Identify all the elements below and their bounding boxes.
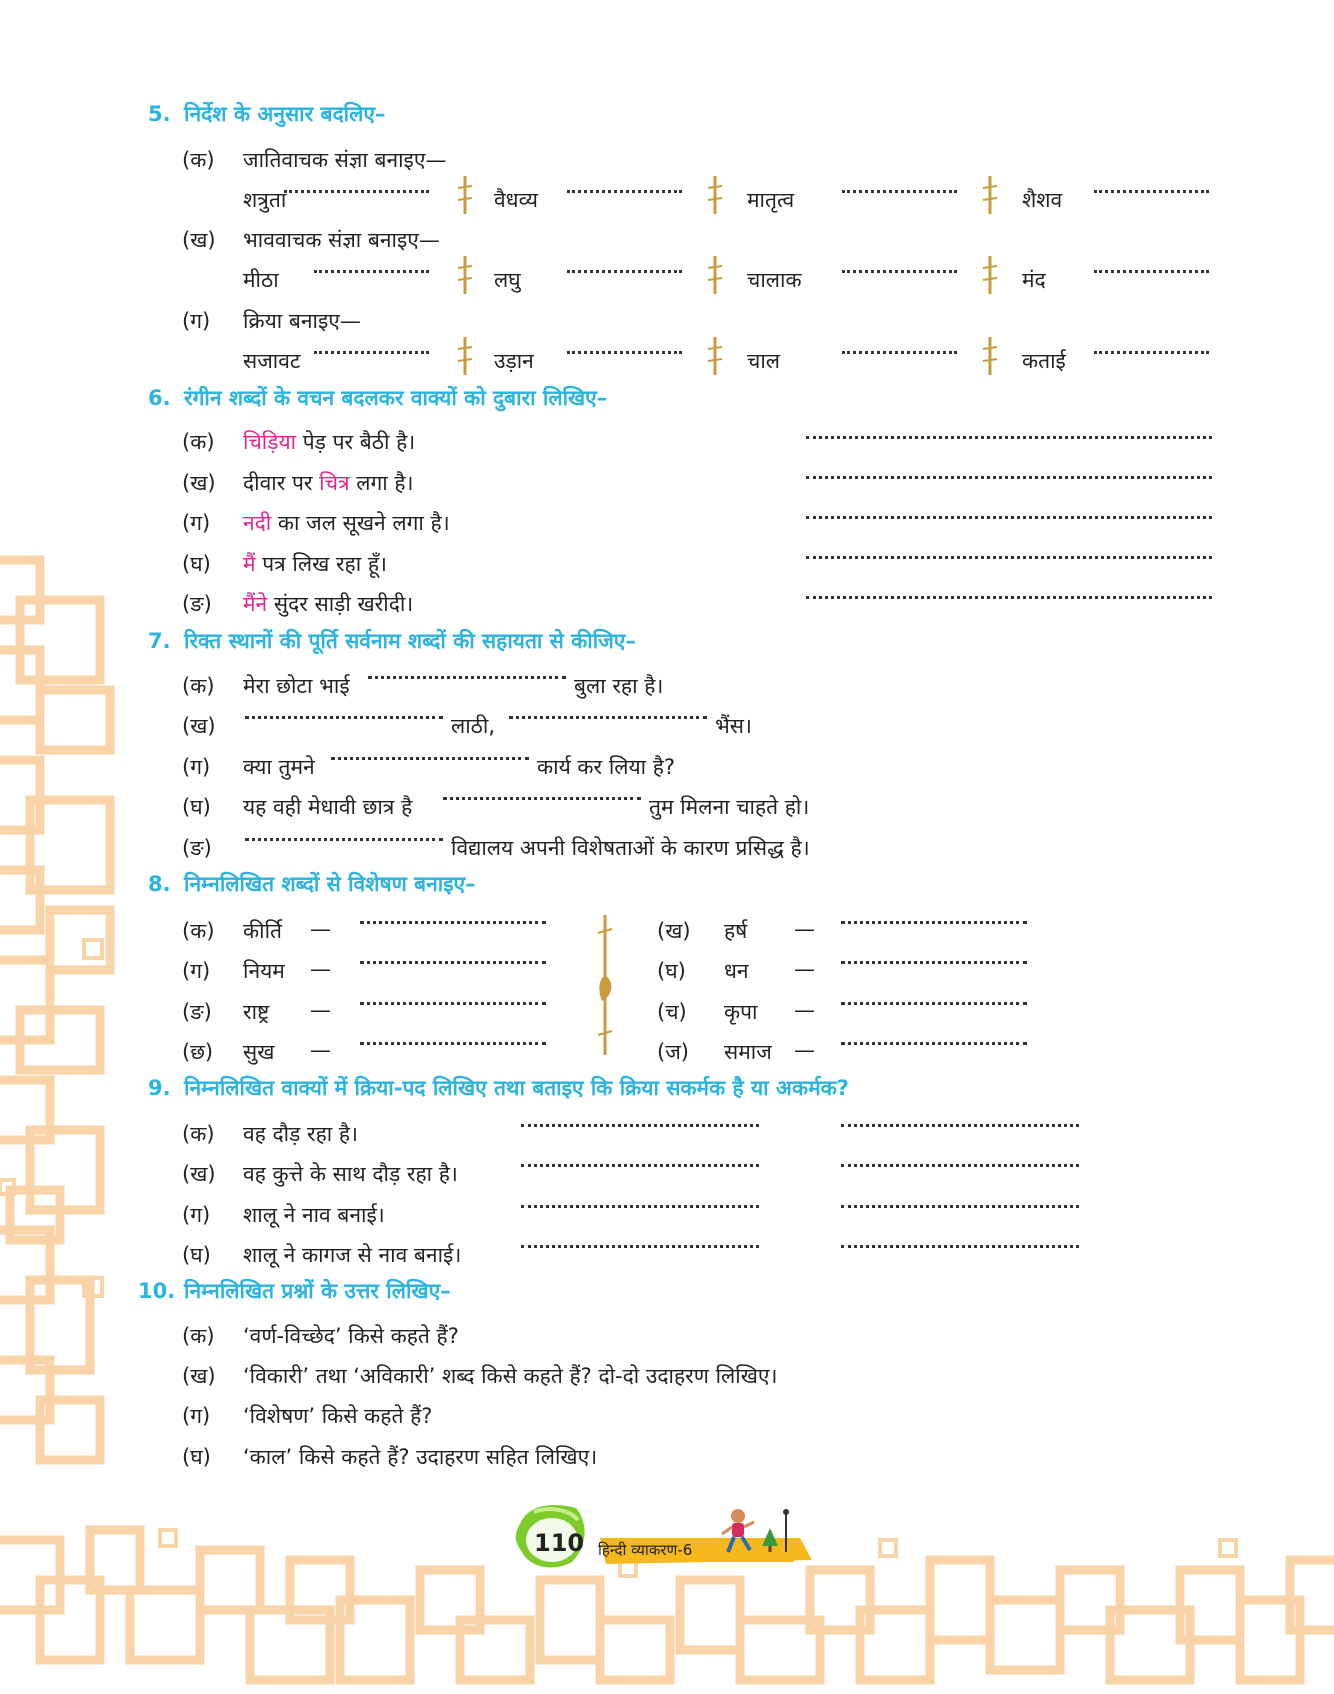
word: मीठा xyxy=(243,268,279,292)
fill-blank[interactable] xyxy=(368,676,566,679)
word: कताई xyxy=(1022,349,1066,373)
item-label: (छ) xyxy=(182,1040,214,1064)
dash: — xyxy=(794,957,815,981)
word: शैशव xyxy=(1022,188,1063,212)
answer-blank[interactable] xyxy=(1094,351,1209,354)
part-instruction: जातिवाचक संज्ञा बनाइए— xyxy=(243,148,447,172)
dash: — xyxy=(310,917,331,941)
sentence-end: विद्यालय अपनी विशेषताओं के कारण प्रसिद्ध है। xyxy=(451,836,810,860)
question-title: निर्देश के अनुसार बदलिए– xyxy=(184,102,386,126)
answer-blank[interactable] xyxy=(841,1002,1027,1005)
answer-blank[interactable] xyxy=(567,270,682,273)
answer-blank[interactable] xyxy=(314,351,429,354)
colored-word: चित्र xyxy=(319,471,350,495)
answer-line[interactable] xyxy=(806,436,1212,439)
type-answer-blank[interactable] xyxy=(841,1164,1079,1167)
sentence-start: मेरा छोटा भाई xyxy=(243,674,350,698)
question-text: ‘वर्ण-विच्छेद’ किसे कहते हैं? xyxy=(243,1324,459,1348)
answer-line[interactable] xyxy=(806,476,1212,479)
word: धन xyxy=(724,959,749,983)
answer-blank[interactable] xyxy=(360,1042,546,1045)
item-label: (घ) xyxy=(182,795,211,819)
part-instruction: भाववाचक संज्ञा बनाइए— xyxy=(243,228,440,252)
question-title: रिक्त स्थानों की पूर्ति सर्वनाम शब्दों की सहायता से कीजिए– xyxy=(184,629,636,653)
verb-answer-blank[interactable] xyxy=(521,1124,759,1127)
answer-blank[interactable] xyxy=(567,190,682,193)
answer-blank[interactable] xyxy=(841,961,1027,964)
bamboo-separator-icon xyxy=(455,337,475,375)
colored-word: चिड़िया xyxy=(243,430,297,454)
type-answer-blank[interactable] xyxy=(841,1205,1079,1208)
item-label: (ङ) xyxy=(182,592,212,616)
colored-word: मैंने xyxy=(243,592,268,616)
question-9-heading xyxy=(148,1074,849,1102)
item-label: (च) xyxy=(657,1000,687,1024)
item-label: (ङ) xyxy=(182,1000,212,1024)
bamboo-separator-icon xyxy=(705,256,725,294)
word: हर्ष xyxy=(724,919,748,943)
dash: — xyxy=(310,1038,331,1062)
question-title: निम्नलिखित प्रश्नों के उत्तर लिखिए– xyxy=(184,1279,451,1303)
sentence: मैंने सुंदर साड़ी खरीदी। xyxy=(243,592,414,616)
question-7-heading xyxy=(148,627,636,655)
answer-blank[interactable] xyxy=(841,921,1027,924)
question-number: 9. xyxy=(148,1076,171,1100)
item-label: (ग) xyxy=(182,1203,211,1227)
question-number: 6. xyxy=(148,386,171,410)
dash: — xyxy=(794,998,815,1022)
question-title: रंगीन शब्दों के वचन बदलकर वाक्यों को दुबारा लिखिए– xyxy=(184,386,608,410)
item-label: (क) xyxy=(182,1324,215,1348)
answer-blank[interactable] xyxy=(567,351,682,354)
sentence-end: भैंस। xyxy=(715,714,752,738)
question-5-heading xyxy=(148,100,385,128)
answer-blank[interactable] xyxy=(842,270,957,273)
sentence-start: यह वही मेधावी छात्र है xyxy=(243,795,413,819)
bamboo-separator-icon xyxy=(705,176,725,214)
question-number: 5. xyxy=(148,102,171,126)
item-label: (क) xyxy=(182,919,215,943)
answer-blank[interactable] xyxy=(842,351,957,354)
answer-line[interactable] xyxy=(806,596,1212,599)
item-label: (ख) xyxy=(182,714,216,738)
item-label: (घ) xyxy=(182,1445,211,1469)
sentence-end: बुला रहा है। xyxy=(574,674,664,698)
question-number: 7. xyxy=(148,629,171,653)
item-label: (ख) xyxy=(182,1364,216,1388)
answer-blank[interactable] xyxy=(360,921,546,924)
item-label: (क) xyxy=(182,1122,215,1146)
answer-blank[interactable] xyxy=(314,270,429,273)
fill-blank[interactable] xyxy=(245,838,443,841)
word: वैधव्य xyxy=(494,188,538,212)
verb-answer-blank[interactable] xyxy=(521,1164,759,1167)
item-label: (ग) xyxy=(182,1404,211,1428)
page-number: 110 xyxy=(534,1529,585,1557)
item-label: (ग) xyxy=(182,511,211,535)
answer-blank[interactable] xyxy=(360,961,546,964)
item-label: (घ) xyxy=(657,959,686,983)
verb-answer-blank[interactable] xyxy=(521,1205,759,1208)
type-answer-blank[interactable] xyxy=(841,1124,1079,1127)
word: राष्ट्र xyxy=(243,1000,270,1024)
sentence: वह कुत्ते के साथ दौड़ रहा है। xyxy=(243,1162,458,1186)
part-label: (ख) xyxy=(182,228,216,252)
fill-blank[interactable] xyxy=(245,716,443,719)
question-8-heading xyxy=(148,870,476,898)
answer-blank[interactable] xyxy=(1094,190,1209,193)
sentence: चिड़िया पेड़ पर बैठी है। xyxy=(243,430,416,454)
bamboo-separator-icon xyxy=(455,256,475,294)
word: नियम xyxy=(243,959,285,983)
item-label: (ग) xyxy=(182,959,211,983)
sentence-mid: लाठी, xyxy=(451,714,495,738)
word: सजावट xyxy=(243,349,301,373)
colored-word: मैं xyxy=(243,552,256,576)
dash: — xyxy=(310,957,331,981)
dash: — xyxy=(794,917,815,941)
part-instruction: क्रिया बनाइए— xyxy=(243,309,361,333)
bamboo-separator-icon xyxy=(705,337,725,375)
bamboo-separator-icon xyxy=(980,176,1000,214)
word: उड़ान xyxy=(494,349,534,373)
bamboo-separator-icon xyxy=(455,176,475,214)
answer-blank[interactable] xyxy=(360,1002,546,1005)
verb-answer-blank[interactable] xyxy=(521,1245,759,1248)
word: चाल xyxy=(747,349,781,373)
item-label: (ज) xyxy=(657,1040,689,1064)
type-answer-blank[interactable] xyxy=(841,1245,1079,1248)
word: शत्रुता xyxy=(243,188,287,212)
part-label: (ग) xyxy=(182,309,211,333)
word: सुख xyxy=(243,1040,275,1064)
bamboo-separator-icon xyxy=(980,337,1000,375)
question-number: 10. xyxy=(138,1279,176,1303)
answer-blank[interactable] xyxy=(841,1042,1027,1045)
word: कीर्ति xyxy=(243,919,282,943)
word: मातृत्व xyxy=(747,188,795,212)
colored-word: नदी xyxy=(243,511,272,535)
footer-banner xyxy=(560,1502,820,1572)
question-title: निम्नलिखित शब्दों से विशेषण बनाइए– xyxy=(184,872,476,896)
word: मंद xyxy=(1022,268,1046,292)
item-label: (घ) xyxy=(182,552,211,576)
answer-blank[interactable] xyxy=(842,190,957,193)
item-label: (ग) xyxy=(182,755,211,779)
item-label: (घ) xyxy=(182,1243,211,1267)
question-title: निम्नलिखित वाक्यों में क्रिया-पद लिखिए तथा बताइए कि क्रिया सकर्मक है या अकर्मक? xyxy=(184,1076,849,1100)
item-label: (ख) xyxy=(182,471,216,495)
word: चालाक xyxy=(747,268,802,292)
dash: — xyxy=(794,1038,815,1062)
word: कृपा xyxy=(724,1000,758,1024)
sentence: मैं पत्र लिख रहा हूँ। xyxy=(243,552,387,576)
sentence: नदी का जल सूखने लगा है। xyxy=(243,511,450,535)
item-label: (ख) xyxy=(182,1162,216,1186)
sentence: वह दौड़ रहा है। xyxy=(243,1122,358,1146)
sentence-end: तुम मिलना चाहते हो। xyxy=(649,795,810,819)
word: लघु xyxy=(494,268,521,292)
answer-blank[interactable] xyxy=(1094,270,1209,273)
item-label: (ख) xyxy=(657,919,691,943)
word: समाज xyxy=(724,1040,772,1064)
question-text: ‘विशेषण’ किसे कहते हैं? xyxy=(243,1404,433,1428)
fill-blank[interactable] xyxy=(443,797,641,800)
item-label: (ङ) xyxy=(182,836,212,860)
answer-blank[interactable] xyxy=(284,190,429,193)
fill-blank[interactable] xyxy=(509,716,707,719)
question-6-heading xyxy=(148,384,607,412)
dash: — xyxy=(310,998,331,1022)
sentence: शालू ने नाव बनाई। xyxy=(243,1203,385,1227)
answer-line[interactable] xyxy=(806,516,1212,519)
leaf-divider-icon xyxy=(590,915,620,1055)
sentence: दीवार पर चित्र लगा है। xyxy=(243,471,414,495)
item-label: (क) xyxy=(182,674,215,698)
sentence-end: कार्य कर लिया है? xyxy=(537,755,676,779)
question-text: ‘विकारी’ तथा ‘अविकारी’ शब्द किसे कहते हैं? दो-दो उदाहरण लिखिए। xyxy=(243,1364,778,1388)
bamboo-separator-icon xyxy=(980,256,1000,294)
item-label: (क) xyxy=(182,430,215,454)
sentence-start: क्या तुमने xyxy=(243,755,315,779)
book-title: हिन्दी व्याकरण-6 xyxy=(598,1541,693,1559)
question-10-heading xyxy=(138,1277,451,1305)
part-label: (क) xyxy=(182,148,215,172)
fill-blank[interactable] xyxy=(331,757,529,760)
answer-line[interactable] xyxy=(806,556,1212,559)
sentence: शालू ने कागज से नाव बनाई। xyxy=(243,1243,462,1267)
question-number: 8. xyxy=(148,872,171,896)
question-text: ‘काल’ किसे कहते हैं? उदाहरण सहित लिखिए। xyxy=(243,1445,598,1469)
